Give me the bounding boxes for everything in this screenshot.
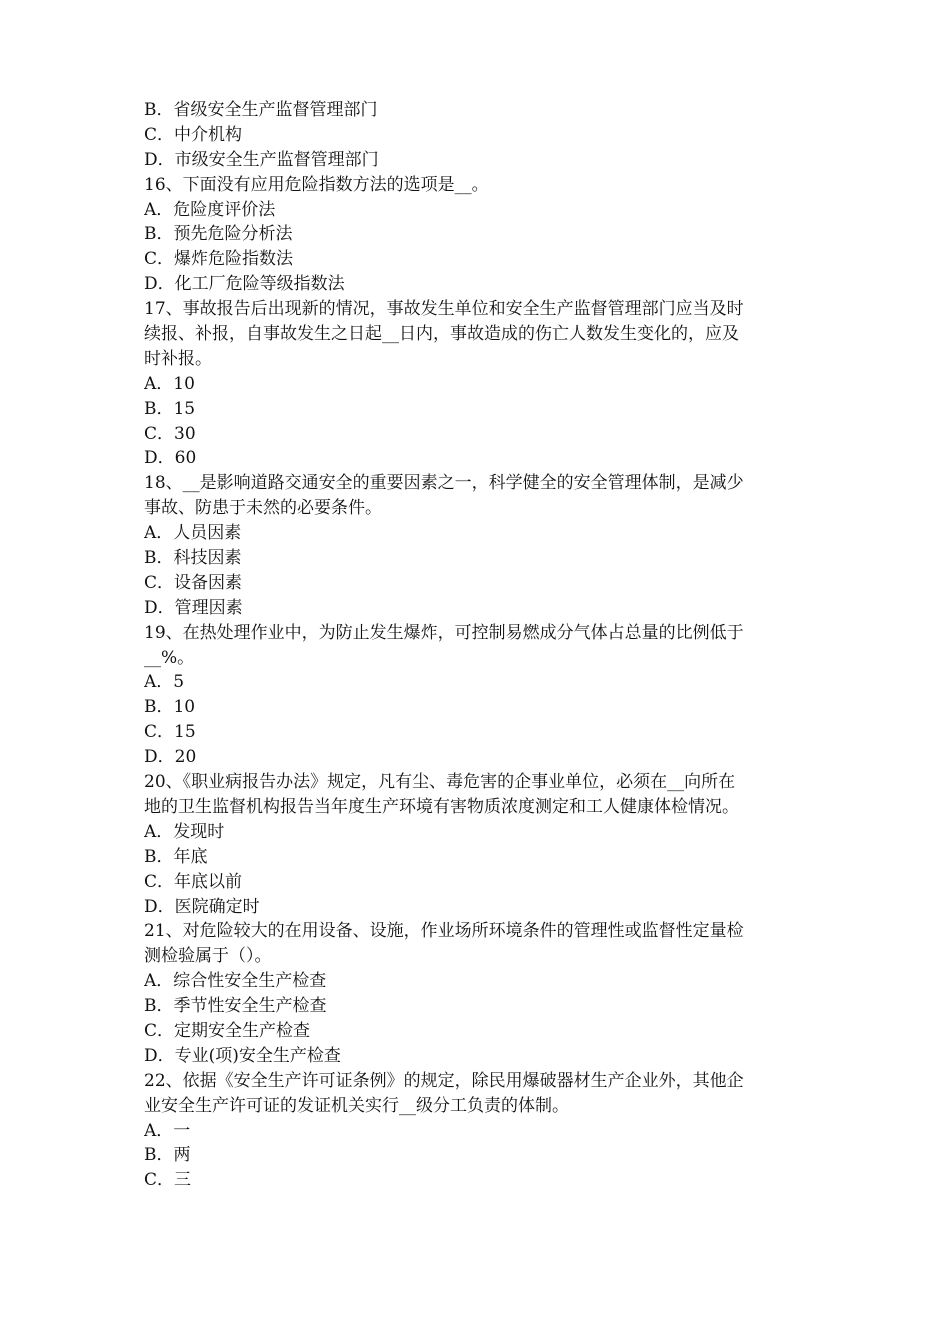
option-line: D．化工厂危险等级指数法 <box>144 274 345 295</box>
question-line: 事故、防患于未然的必要条件。 <box>144 498 382 519</box>
question-line: 测检验属于（）。 <box>144 946 272 967</box>
document-page <box>144 98 816 1193</box>
option-line: C．爆炸危险指数法 <box>144 249 294 270</box>
option-line: A．发现时 <box>144 821 225 842</box>
option-line: D．医院确定时 <box>144 896 260 917</box>
question-line: __%。 <box>144 647 195 668</box>
option-line: A．人员因素 <box>144 523 242 544</box>
option-line: C．定期安全生产检查 <box>144 1020 311 1041</box>
option-line: C．年底以前 <box>144 871 243 892</box>
option-line: C．设备因素 <box>144 572 243 593</box>
option-line: D．20 <box>144 747 197 768</box>
option-line: B．两 <box>144 1145 191 1166</box>
option-line: C．30 <box>144 423 196 444</box>
option-line: D．市级安全生产监督管理部门 <box>144 149 379 170</box>
option-line: B．年底 <box>144 846 208 867</box>
option-line: A．5 <box>144 672 185 693</box>
question-line: 时补报。 <box>144 348 212 369</box>
option-line: C．三 <box>144 1170 192 1191</box>
question-line: 21、对危险较大的在用设备、设施，作业场所环境条件的管理性或监督性定量检 <box>144 921 744 942</box>
option-line: A．综合性安全生产检查 <box>144 971 327 992</box>
option-line: C．中介机构 <box>144 124 243 145</box>
option-line: A．危险度评价法 <box>144 199 276 220</box>
option-line: A．一 <box>144 1120 191 1141</box>
option-line: B．15 <box>144 398 196 419</box>
option-line: D．管理因素 <box>144 597 243 618</box>
option-line: C．15 <box>144 722 196 743</box>
question-line: 16、下面没有应用危险指数方法的选项是__。 <box>144 174 489 195</box>
option-line: B．省级安全生产监督管理部门 <box>144 100 378 120</box>
question-line: 续报、补报，自事故发生之日起__日内，事故造成的伤亡人数发生变化的，应及 <box>144 324 739 345</box>
option-line: D．60 <box>144 448 197 469</box>
question-line: 地的卫生监督机构报告当年度生产环境有害物质浓度测定和工人健康体检情况。 <box>144 796 739 817</box>
option-line: B．10 <box>144 697 196 718</box>
question-line: 20、《职业病报告办法》规定，凡有尘、毒危害的企事业单位，必须在__向所在 <box>144 772 736 793</box>
question-line: 22、依据《安全生产许可证条例》的规定，除民用爆破器材生产企业外，其他企 <box>144 1070 744 1091</box>
question-line: 19、在热处理作业中，为防止发生爆炸，可控制易燃成分气体占总量的比例低于 <box>144 622 744 643</box>
option-line: B．科技因素 <box>144 548 242 569</box>
question-line: 17、事故报告后出现新的情况，事故发生单位和安全生产监督管理部门应当及时 <box>144 299 744 320</box>
option-line: B．预先危险分析法 <box>144 224 293 245</box>
question-line: 18、__是影响道路交通安全的重要因素之一，科学健全的安全管理体制，是减少 <box>144 473 744 494</box>
option-line: D．专业(项)安全生产检查 <box>144 1045 341 1066</box>
option-line: A．10 <box>144 373 195 394</box>
option-line: B．季节性安全生产检查 <box>144 996 327 1017</box>
question-line: 业安全生产许可证的发证机关实行__级分工负责的体制。 <box>144 1095 569 1116</box>
